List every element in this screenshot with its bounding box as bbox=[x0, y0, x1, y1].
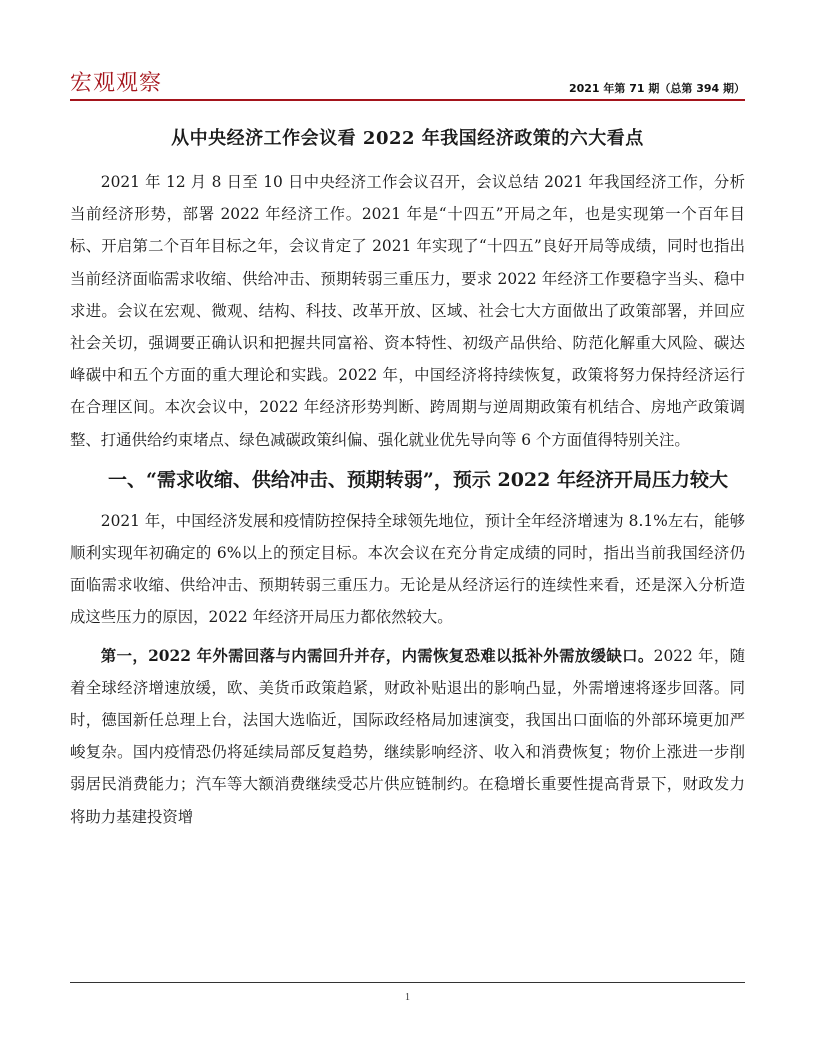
issue-number: 2021 年第 71 期（总第 394 期） bbox=[568, 82, 745, 95]
section-heading: 一、“需求收缩、供给冲击、预期转弱”，预示 2022 年经济开局压力较大 bbox=[108, 468, 728, 491]
section-paragraph: 2021 年，中国经济发展和疫情防控保持全球领先地位，预计全年经济增速为 8.1%左右，能够顺利实现年初确定的 6%以上的预定目标。本次会议在充分肯定成绩的同时，指出当前我国经济仍面临需求收缩、供给冲击、预期转弱三重压力。无论是从经济运行的连续性来看，还是深入分析造成这些压力的原因，2022 年经济开局压力都依然较大。 bbox=[70, 511, 745, 627]
header-brand: 宏观观察 bbox=[70, 71, 163, 96]
document-body bbox=[70, 166, 745, 833]
sub-section-text: 2022 年，随着全球经济增速放缓，欧、美货币政策趋紧，财政补贴退出的影响凸显，外需增速将逐步回落。同时，德国新任总理上台，法国大选临近，国际政经格局加速演变，我国出口面临的外部环境更加严峻复杂。国内疫情恐仍将延续局部反复趋势，继续影响经济、收入和消费恢复；物价上涨进一步削弱居民消费能力；汽车等大额消费继续受芯片供应链制约。在稳增长重要性提高背景下，财政发力将助力基建投资增 bbox=[70, 646, 745, 826]
footer-divider bbox=[70, 982, 745, 983]
intro-paragraph: 2021 年 12 月 8 日至 10 日中央经济工作会议召开，会议总结 2021 年我国经济工作，分析当前经济形势，部署 2022 年经济工作。2021 年是“十四五”开局之年，也是实现第一个百年目标、开启第二个百年目标之年，会议肯定了 2021 年实现了“十四五”良好开局等成绩，同时也指出当前经济面临需求收缩、供给冲击、预期转弱三重压力，要求 2022 年经济工作要稳字当头、稳中求进。会议在宏观、微观、结构、科技、改革开放、区域、社会七大方面做出了政策部署，并回应社会关切，强调要正确认识和把握共同富裕、资本特性、初级产品供给、防范化解重大风险、碳达峰碳中和五个方面的重大理论和实践。2022 年，中国经济将持续恢复，政策将努力保持经济运行在合理区间。本次会议中，2022 年经济形势判断、跨周期与逆周期政策有机结合、房地产政策调整、打通供给约束堵点、绿色减碳政策纠偏、强化就业优先导向等 6 个方面值得特别关注。 bbox=[70, 173, 745, 449]
document-title: 从中央经济工作会议看 2022 年我国经济政策的六大看点 bbox=[171, 128, 644, 149]
sub-section-heading: 第一，2022 年外需回落与内需回升并存，内需恢复恐难以抵补外需放缓缺口。 bbox=[100, 646, 654, 665]
sub-section-paragraph bbox=[70, 640, 745, 833]
page-number: 1 bbox=[405, 992, 410, 1003]
header-divider bbox=[70, 99, 745, 101]
